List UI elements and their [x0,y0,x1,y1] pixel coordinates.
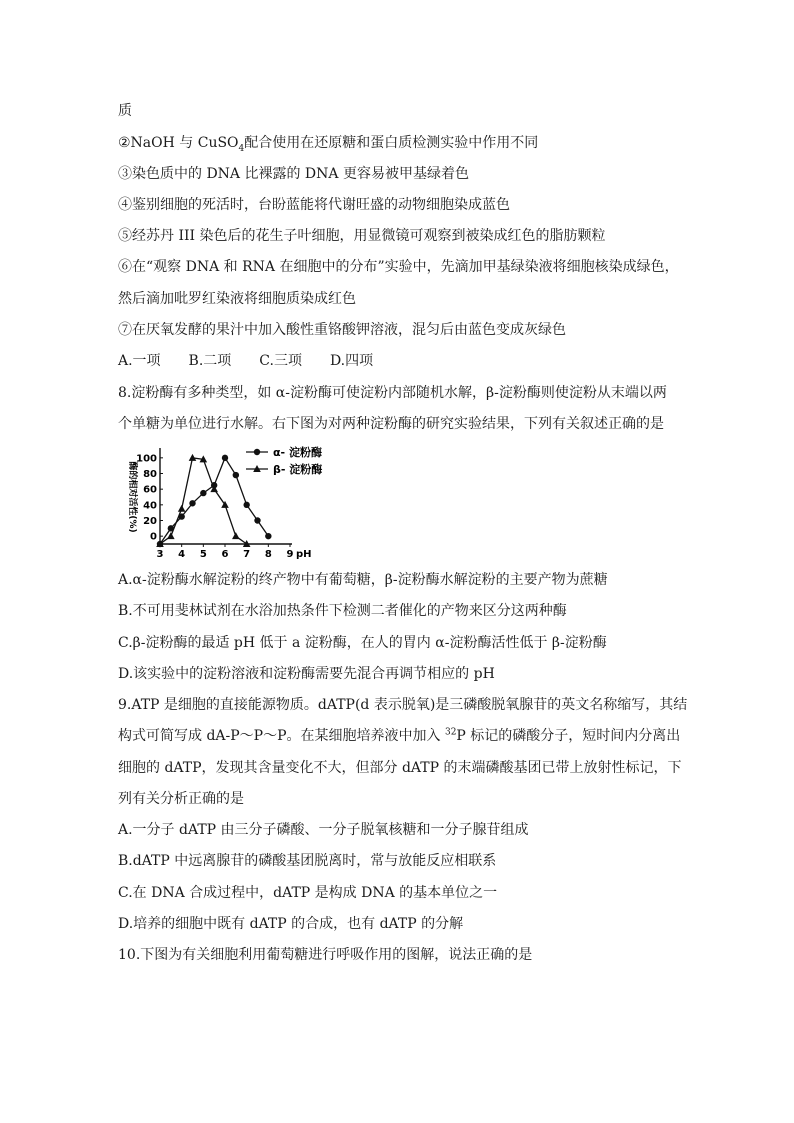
alpha-data-point [200,490,206,496]
x-tick-label: 6 [221,549,229,560]
text-line: ⑥在“观察 DNA 和 RNA 在细胞中的分布”实验中，先滴加甲基绿染液将细胞核染成绿色， [118,259,679,275]
y-tick-label: 60 [143,484,157,496]
x-tick-label: 5 [199,549,207,560]
y-axis-label: 酶的相对活性(%) [127,461,137,533]
text-line: 质 [118,103,132,119]
question-9: 9.ATP 是细胞的直接能源物质。dATP(d 表示脱氧)是三磷酸脱氧腺苷的英文名称缩写，其结 [118,697,688,713]
alpha-data-point [265,533,271,539]
question-10: 10.下图为有关细胞利用葡萄糖进行呼吸作用的图解，说法正确的是 [118,947,533,963]
alpha-data-point [233,472,239,478]
text-line: ④鉴别细胞的死活时，台盼蓝能将代谢旺盛的动物细胞染成蓝色 [118,197,510,213]
alpha-series-line [160,458,268,544]
x-tick-label: 7 [243,549,251,560]
text-line: 细胞的 dATP，发现其含量变化不大，但部分 dATP 的末端磷酸基团已带上放射性标记，下 [118,760,682,776]
answer-options: A.一项 B.二项 C.三项 D.四项 [118,353,374,369]
option-d: D.该实验中的淀粉溶液和淀粉酶需要先混合再调节相应的 pH [118,666,495,682]
option-a: A.一分子 dATP 由三分子磷酸、一分子脱氧核糖和一分子腺苷组成 [118,822,529,838]
x-tick-label: 3 [156,549,164,560]
option-c: C.在 DNA 合成过程中，dATP 是构成 DNA 的基本单位之一 [118,885,498,901]
x-tick-label: 8 [264,549,272,560]
text-line: 列有关分析正确的是 [118,791,244,807]
text-line: 个单糖为单位进行水解。右下图为对两种淀粉酶的研究实验结果，下列有关叙述正确的是 [118,416,664,432]
text-line: ②NaOH 与 CuSO$_4$配合使用在还原糖和蛋白质检测实验中作用不同 [118,135,539,154]
option-b: B.不可用斐林试剂在水浴加热条件下检测二者催化的产物来区分这两种酶 [118,603,567,619]
alpha-data-point [222,455,228,461]
text-line: ③染色质中的 DNA 比裸露的 DNA 更容易被甲基绿着色 [118,166,469,182]
alpha-data-point [189,500,195,506]
text-line: ⑤经苏丹 III 染色后的花生子叶细胞，用显微镜可观察到被染成红色的脂肪颗粒 [118,228,606,244]
y-tick-label: 20 [143,516,157,527]
alpha-data-point [243,502,249,508]
question-8: 8.淀粉酶有多种类型，如 α-淀粉酶可使淀粉内部随机水解，β-淀粉酶则使淀粉从末端以两 [118,385,667,401]
beta-data-point [232,532,240,539]
alpha-data-point [254,449,260,455]
enzyme-activity-chart [118,442,358,560]
option-c: C.β-淀粉酶的最适 pH 低于 a 淀粉酶，在人的胃内 α-淀粉酶活性低于 β-淀粉酶 [118,635,607,651]
alpha-data-point [254,517,260,523]
x-tick-label: 9 [286,549,294,560]
x-axis-label: pH [296,549,312,560]
text-line: 然后滴加吡罗红染液将细胞质染成红色 [118,291,356,307]
legend-label: β- 淀粉酶 [273,463,323,476]
option-a: A.α-淀粉酶水解淀粉的终产物中有葡萄糖，β-淀粉酶水解淀粉的主要产物为蔗糖 [118,572,608,588]
beta-data-point [189,454,197,461]
option-b: B.dATP 中远离腺苷的磷酸基团脱离时，常与放能反应相联系 [118,853,497,869]
beta-data-point [178,505,186,512]
legend-label: α- 淀粉酶 [273,446,322,459]
x-tick-label: 4 [178,549,186,560]
text-line: 构式可简写成 dA-P～P～P。在某细胞培养液中加入 $^{32}$P 标记的磷酸分子，短时间内分离出 [118,727,681,744]
y-tick-label: 40 [143,500,157,512]
text-line: ⑦在厌氧发酵的果汁中加入酸性重铬酸钾溶液，混匀后由蓝色变成灰绿色 [118,322,566,338]
y-tick-label: 80 [143,469,157,480]
option-d: D.培养的细胞中既有 dATP 的合成，也有 dATP 的分解 [118,916,464,932]
y-tick-label: 100 [136,453,157,465]
y-tick-label: 0 [150,531,157,543]
